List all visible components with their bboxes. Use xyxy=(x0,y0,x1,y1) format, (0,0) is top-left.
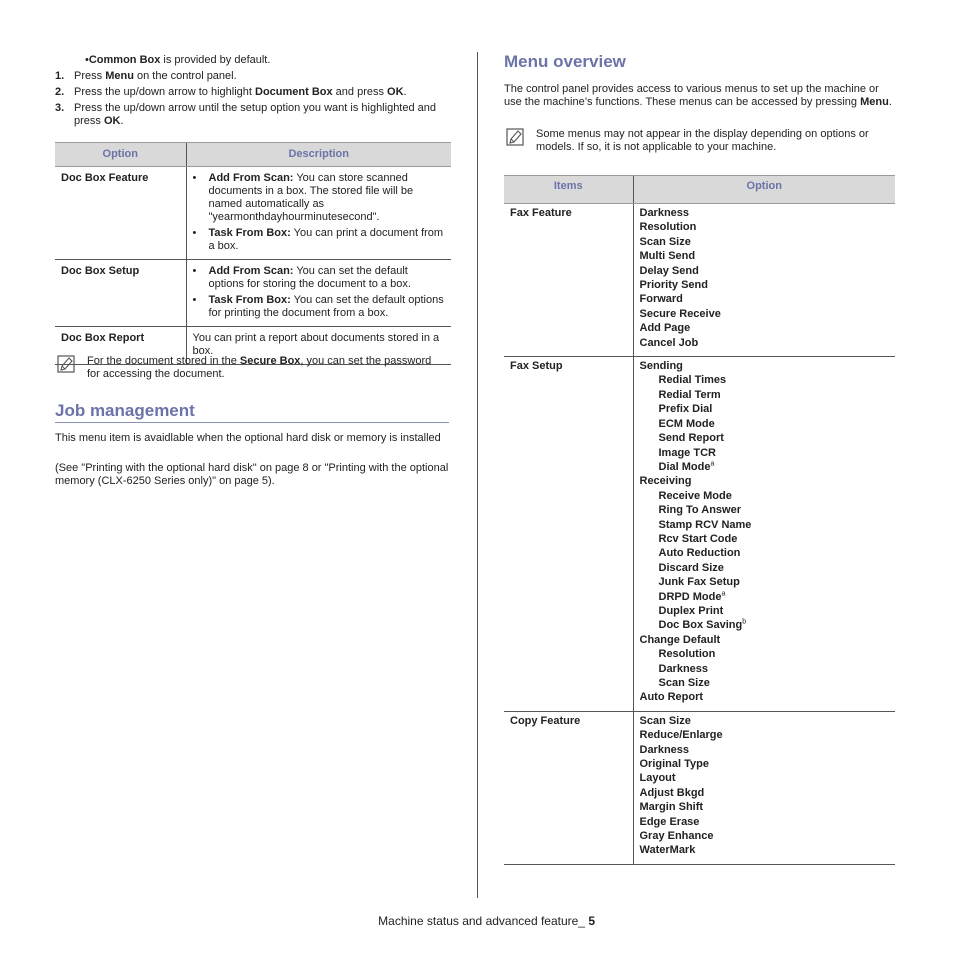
menu-item-name: Copy Feature xyxy=(504,711,633,864)
option-name: Doc Box Feature xyxy=(61,172,149,184)
menu-intro-paragraph: The control panel provides access to various menus to set up the machine or use the machine’s functions. These menus can be accessed by pressing Menu. xyxy=(504,83,892,108)
menu-option xyxy=(640,206,890,220)
menu-option-label: Margin Shift xyxy=(639,801,704,814)
menu-option xyxy=(640,786,890,800)
menu-option xyxy=(640,633,890,647)
menu-option xyxy=(640,532,890,546)
menu-option xyxy=(640,676,890,690)
menu-option xyxy=(640,604,890,618)
bullet-text: You can set the default options for printing the document from a box. xyxy=(208,294,444,319)
menu-option-label: Gray Enhance xyxy=(639,830,714,843)
note-pencil-icon xyxy=(57,355,75,373)
intro-bullet: •Common Box is provided by default. xyxy=(85,54,271,66)
bullet: • xyxy=(192,265,197,277)
document-box-options-table xyxy=(55,142,451,365)
menu-option xyxy=(640,757,890,771)
page-number: 5 xyxy=(588,914,595,928)
table-header-items: Items xyxy=(504,176,633,204)
menu-option xyxy=(640,489,890,503)
menu-option-label: DRPD Mode xyxy=(658,590,722,603)
list-item xyxy=(193,294,446,320)
menu-option-label: Image TCR xyxy=(658,446,716,459)
description-list xyxy=(193,172,446,253)
menu-option xyxy=(640,714,890,728)
bullet: • xyxy=(192,172,197,184)
menu-options-cell xyxy=(633,204,895,357)
menu-option-label: Dial Mode xyxy=(658,460,711,473)
menu-option-label: Add Page xyxy=(639,322,691,335)
table-row xyxy=(504,204,895,357)
step-item xyxy=(55,70,451,83)
step-number: 2. xyxy=(55,86,65,98)
bullet-label: Add From Scan: xyxy=(208,172,294,184)
menu-option-label: Scan Size xyxy=(658,677,710,689)
menu-option-label: Darkness xyxy=(639,207,690,219)
menu-option xyxy=(640,359,890,373)
menu-options-cell xyxy=(633,711,895,864)
step-number: 3. xyxy=(55,102,65,114)
menu-option-label: Resolution xyxy=(658,648,716,661)
description-list xyxy=(193,265,446,320)
menu-option xyxy=(640,336,890,350)
list-item xyxy=(193,172,446,224)
menu-option xyxy=(640,771,890,785)
menu-option xyxy=(640,561,890,575)
step-text: . xyxy=(120,115,124,127)
bullet: • xyxy=(192,294,197,306)
option-cell xyxy=(55,167,186,260)
page-footer: Machine status and advanced feature_ 5 xyxy=(378,914,595,928)
menu-option-label: Layout xyxy=(639,772,676,785)
menu-option-label: Scan Size xyxy=(639,235,691,248)
menu-item-name: Fax Feature xyxy=(504,204,633,357)
menu-option xyxy=(640,388,890,402)
menu-option-label: Redial Times xyxy=(658,374,727,387)
menu-option xyxy=(640,546,890,560)
menu-option-label: Rcv Start Code xyxy=(658,532,738,545)
menu-option xyxy=(640,728,890,742)
menu-option-label: WaterMark xyxy=(639,844,696,857)
menu-option-label: Stamp RCV Name xyxy=(658,518,752,531)
menu-option xyxy=(640,690,890,704)
menu-option-label: Send Report xyxy=(658,432,724,445)
option-name: Doc Box Report xyxy=(61,332,145,344)
bullet-text: You can print a document from a box. xyxy=(208,227,444,252)
heading-rule xyxy=(55,422,449,423)
menu-option xyxy=(640,618,890,632)
menu-option-label: Original Type xyxy=(639,758,709,771)
step-text: . xyxy=(403,86,407,98)
description-cell xyxy=(186,260,451,327)
menu-option-label: Junk Fax Setup xyxy=(658,576,740,589)
step-text: Press the up/down arrow to highlight xyxy=(74,86,255,98)
step-item xyxy=(55,102,451,128)
job-management-heading: Job management xyxy=(55,401,195,420)
menu-option xyxy=(640,800,890,814)
menu-option-label: Prefix Dial xyxy=(658,403,713,416)
menu-option-label: Reduce/Enlarge xyxy=(639,729,723,742)
menu-option-label: Edge Erase xyxy=(639,815,700,828)
menu-overview-heading: Menu overview xyxy=(504,52,626,71)
menu-option-label: Duplex Print xyxy=(658,604,724,617)
menu-option xyxy=(640,373,890,387)
option-cell xyxy=(55,260,186,327)
menu-option xyxy=(640,503,890,517)
menu-option-label: Sending xyxy=(639,360,683,373)
menu-option-label: Adjust Bkgd xyxy=(639,786,705,799)
job-paragraph-1: This menu item is avaidlable when the optional hard disk or memory is installed xyxy=(55,432,441,444)
menu-option xyxy=(640,249,890,263)
menu-option xyxy=(640,460,890,474)
list-item xyxy=(193,227,446,253)
menu-option-label: Doc Box Saving xyxy=(658,619,743,632)
menu-option-label: Redial Term xyxy=(658,388,721,401)
footnote-marker: b xyxy=(742,618,747,626)
table-row xyxy=(55,260,451,327)
step-list xyxy=(55,70,451,131)
menu-option xyxy=(640,431,890,445)
menu-option-label: Change Default xyxy=(639,633,721,646)
table-header-description: Description xyxy=(186,143,451,167)
menu-overview-table xyxy=(504,175,895,865)
menu-option xyxy=(640,743,890,757)
menu-option xyxy=(640,474,890,488)
note-pencil-icon xyxy=(506,128,524,146)
step-text: Press xyxy=(74,70,106,82)
list-item xyxy=(193,265,446,291)
menu-option-label: Darkness xyxy=(639,743,690,756)
menu-option-label: Priority Send xyxy=(639,279,708,292)
table-header-option: Option xyxy=(633,176,895,204)
job-paragraph-2: (See "Printing with the optional hard disk" on page 8 or "Printing with the optional memory (CLX-6250 Series only)" on page 5). xyxy=(55,462,449,487)
menu-option-label: Auto Reduction xyxy=(658,547,741,560)
step-text: OK xyxy=(387,86,404,98)
note-text: Some menus may not appear in the display depending on options or models. If so, it is not applicable to your machine. xyxy=(536,128,869,153)
note-text: For the document stored in the Secure Box, you can set the password for accessing the document. xyxy=(87,355,432,380)
step-text: OK xyxy=(103,115,121,127)
menu-option xyxy=(640,647,890,661)
menu-option xyxy=(640,292,890,306)
menu-option xyxy=(640,264,890,278)
menu-options-cell xyxy=(633,357,895,712)
table-row xyxy=(55,167,451,260)
menu-option-label: Ring To Answer xyxy=(658,504,741,517)
menu-option-label: Receive Mode xyxy=(658,489,732,502)
menu-option xyxy=(640,417,890,431)
footnote-marker: a xyxy=(721,589,726,597)
menu-item-name: Fax Setup xyxy=(504,357,633,712)
step-text: Press the up/down arrow until the setup option you want is highlighted and press xyxy=(74,102,437,127)
menu-option xyxy=(640,575,890,589)
menu-option xyxy=(640,829,890,843)
table-header-option: Option xyxy=(55,143,186,167)
step-text: on the control panel. xyxy=(133,70,237,82)
menu-option xyxy=(640,518,890,532)
bullet: • xyxy=(192,227,197,239)
bullet-label: Task From Box: xyxy=(208,227,291,239)
step-text: Document Box xyxy=(255,86,333,98)
menu-option xyxy=(640,278,890,292)
step-item xyxy=(55,86,451,99)
menu-option xyxy=(640,402,890,416)
description-text: You can print a report about documents stored in a box. xyxy=(192,332,440,357)
menu-option-label: Receiving xyxy=(639,475,692,488)
footnote-marker: a xyxy=(710,460,715,468)
menu-option-label: Scan Size xyxy=(639,714,691,727)
bullet-label: Task From Box: xyxy=(208,294,291,306)
menu-option-label: Secure Receive xyxy=(639,307,721,320)
step-text: and press xyxy=(332,86,388,98)
menu-option-label: Darkness xyxy=(658,662,709,675)
menu-option xyxy=(640,446,890,460)
bullet-text: You can store scanned documents in a box. The stored file will be named automatically as "yearmonthdayhourminutesecond". xyxy=(208,172,414,223)
menu-option-label: Delay Send xyxy=(639,264,699,277)
menu-option-label: Resolution xyxy=(639,221,697,234)
menu-option-label: Multi Send xyxy=(639,250,696,263)
step-text: Menu xyxy=(105,70,134,82)
table-row xyxy=(504,711,895,864)
menu-option-label: Forward xyxy=(639,293,683,306)
bullet-label: Add From Scan: xyxy=(208,265,294,277)
menu-option xyxy=(640,321,890,335)
column-divider xyxy=(477,52,478,898)
option-name: Doc Box Setup xyxy=(61,265,140,277)
menu-option-label: ECM Mode xyxy=(658,417,715,430)
table-row xyxy=(504,357,895,712)
menu-option xyxy=(640,662,890,676)
menu-option-label: Cancel Job xyxy=(639,336,699,349)
bullet-text: You can set the default options for storing the document to a box. xyxy=(208,265,411,290)
menu-option-label: Auto Report xyxy=(639,691,704,704)
menu-option xyxy=(640,815,890,829)
menu-option xyxy=(640,220,890,234)
menu-option xyxy=(640,590,890,604)
menu-option xyxy=(640,843,890,857)
menu-option-label: Discard Size xyxy=(658,561,724,574)
menu-option xyxy=(640,307,890,321)
description-cell xyxy=(186,167,451,260)
menu-option xyxy=(640,235,890,249)
step-number: 1. xyxy=(55,70,65,82)
